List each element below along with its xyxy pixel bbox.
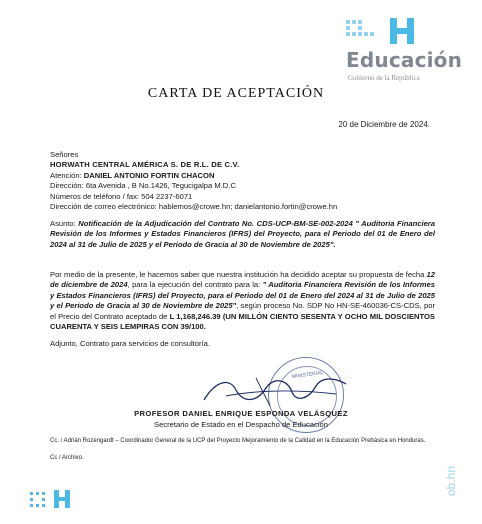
contract-amount: L 1,168,246.39 (UN MILLÓN CIENTO SESENTA Y OCHO MIL DOSCIENTOS CUARENTA Y SEIS LEMPIRAS CON 39/100. (50, 311, 435, 332)
letter-date: 20 de Diciembre de 2024. (338, 120, 430, 129)
stamp-text: MINISTERIAL (291, 369, 324, 381)
attention-name: DANIEL ANTONIO FORTIN CHACON (83, 170, 215, 180)
cc-archive: Cc / Archivo. (50, 455, 84, 461)
recipient-phone: Números de teléfono / fax: 504 2237-6071 (50, 191, 193, 201)
subject-text: Notificación de la Adjudicación del Contrato No. CDS-UCP-BM-SE-002-2024 " Auditoria Financiera Revisión de los Informes y Estados Financieros (IFRS) del Proyecto, para el Periodo del 01 de Enero del 2024 al 31 de Julio de 2025 y el Periodo de Gracia al 30 de Noviembre de 2025". (50, 219, 435, 249)
attention-line: Atención: DANIEL ANTONIO FORTIN CHACON (50, 170, 215, 180)
handwritten-signature (196, 370, 356, 410)
recipient-email: Dirección de correo electrónico: hablemos@crowe.hn; danielantonio.fortin@crowe.hn (50, 202, 338, 212)
logo-h-icon (390, 18, 414, 44)
logo-subtitle: Gobierno de la República (348, 74, 420, 82)
signer-role: Secretario de Estado en el Despacho de Educación (154, 420, 328, 429)
logo-wordmark: Educación (346, 48, 463, 72)
subject-block (50, 219, 435, 250)
recipient-company: HORWATH CENTRAL AMÉRICA S. DE R.L. DE C.V. (50, 160, 240, 170)
salutation: Señores (50, 150, 79, 159)
recipient-address: Dirección: 6ta Avenida , B No.1426, Tegucigalpa M.D.C (50, 181, 236, 191)
logo-dot-grid-icon (346, 20, 378, 44)
proposal-date: 12 de diciembre de 2024 (50, 270, 435, 290)
letter-title: CARTA DE ACEPTACIÓN (147, 86, 325, 101)
education-logo (340, 16, 463, 86)
subject-label: Asunto: (50, 219, 76, 228)
project-name: " Auditoria Financiera Revisión de los Informes y Estados Financieros (IFRS) del Proyecto, para el Periodo del 01 de Enero del 2024 al 31 de Julio de 2025 y el Periodo de Gracia al 30 de Noviembre de 2025" (50, 280, 435, 311)
attachment-note: Adjunto, Contrato para servicios de consultoría. (50, 339, 210, 348)
footer-url: ob.hn (444, 465, 458, 496)
cc-coordinator: Cc. / Adrián Rozengardt – Coordinador General de la UCP del Proyecto Mejoramiento de la Calidad en la Educación Prebásica en Honduras. (50, 438, 426, 444)
recipient-block (50, 150, 435, 212)
footer-h-icon (54, 490, 70, 508)
body-paragraph: Por medio de la presente, le hacemos saber que nuestra institución ha decidido aceptar su propuesta de fecha 12 de diciembre de 2024, para la ejecución del contrato para la: " Auditoria Financiera Revisión de los Informes y Estados Financieros (IFRS) del Proyecto, para el Periodo del 01 de Enero del 2024 al 31 de Julio de 2025 y el Periodo de Gracia al 30 de Noviembre de 2025", según proceso No. SDP No HN-SE-460036-CS-CDS, por el Precio del Contrato aceptado de L 1,168,246.39 (UN MILLÓN CIENTO SESENTA Y OCHO MIL DOSCIENTOS CUARENTA Y SEIS LEMPIRAS CON 39/100. (50, 270, 435, 332)
signer-name: PROFESOR DANIEL ENRIQUE ESPONDA VELÁSQUEZ (134, 409, 348, 418)
